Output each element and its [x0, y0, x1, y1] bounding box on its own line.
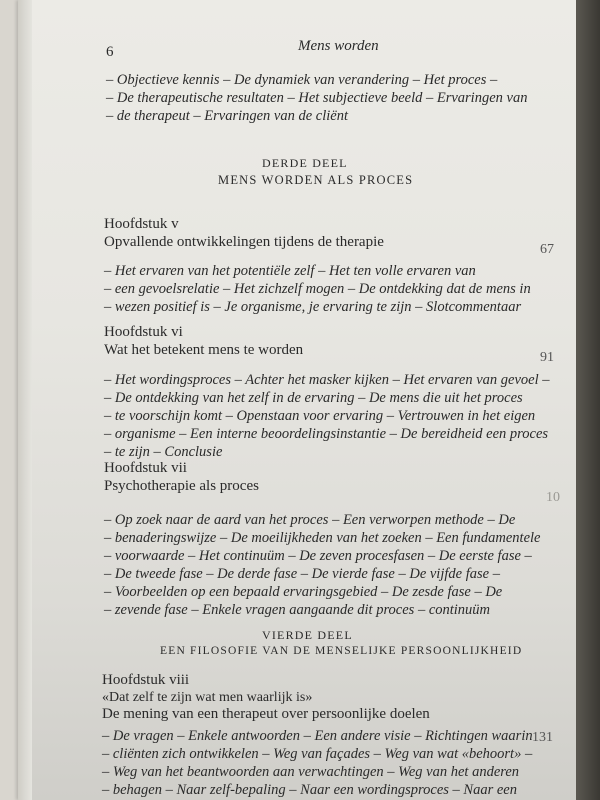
toc-line: – Op zoek naar de aard van het proces – Een verworpen methode – De [104, 512, 516, 528]
chapter-title: «Dat zelf te zijn wat men waarlijk is» [102, 690, 313, 705]
running-title: Mens worden [298, 38, 379, 54]
toc-line: – een gevoelsrelatie – Het zichzelf mogen – De ontdekking dat de mens in [104, 281, 531, 297]
chapter-label: Hoofdstuk v [104, 216, 179, 232]
part-label: DERDE DEEL [262, 156, 348, 170]
page-edge [18, 0, 32, 800]
toc-line: – behagen – Naar zelf-bepaling – Naar een wordingsproces – Naar een [102, 782, 517, 798]
page-number: 6 [106, 44, 114, 60]
chapter-subtitle: De mening van een therapeut over persoonlijke doelen [102, 706, 430, 722]
toc-line: – te zijn – Conclusie [104, 444, 223, 460]
toc-line: – Weg van het beantwoorden aan verwachtingen – Weg van het anderen [102, 764, 520, 780]
toc-line: – Objectieve kennis – De dynamiek van verandering – Het proces – [106, 72, 498, 88]
chapter-page-number: 131 [532, 730, 553, 745]
toc-line: – Voorbeelden op een bepaald ervaringsgebied – De zesde fase – De [104, 584, 503, 600]
toc-line: – organisme – Een interne beoordelingsinstantie – De bereidheid een proces [104, 426, 549, 442]
toc-line: – wezen positief is – Je organisme, je ervaring te zijn – Slotcommentaar [104, 299, 522, 315]
part-label: VIERDE DEEL [262, 628, 353, 642]
toc-line: – Het ervaren van het potentiële zelf – Het ten volle ervaren van [104, 263, 476, 279]
toc-line: – benaderingswijze – De moeilijkheden van het zoeken – Een fundamentele [104, 530, 541, 546]
toc-line: – De vragen – Enkele antwoorden – Een andere visie – Richtingen waarin [102, 728, 533, 744]
chapter-title: Opvallende ontwikkelingen tijdens de therapie [104, 234, 384, 250]
toc-line: – De therapeutische resultaten – Het subjectieve beeld – Ervaringen van [106, 90, 528, 106]
toc-line: – cliënten zich ontwikkelen – Weg van façades – Weg van wat «behoort» – [102, 746, 533, 762]
toc-line: – De tweede fase – De derde fase – De vierde fase – De vijfde fase – [104, 566, 500, 582]
chapter-title: Psychotherapie als proces [104, 478, 259, 494]
toc-line: – Het wordingsproces – Achter het masker kijken – Het ervaren van gevoel – [104, 372, 550, 388]
toc-line: – te voorschijn komt – Openstaan voor ervaring – Vertrouwen in het eigen [104, 408, 536, 424]
toc-line: – voorwaarde – Het continuüm – De zeven procesfasen – De eerste fase – [104, 548, 532, 564]
part-title: EEN FILOSOFIE VAN DE MENSELIJKE PERSOONLIJKHEID [160, 645, 523, 657]
part-title: MENS WORDEN ALS PROCES [218, 173, 414, 187]
chapter-label: Hoofdstuk vii [104, 460, 187, 476]
chapter-label: Hoofdstuk viii [102, 672, 190, 688]
toc-line: – De ontdekking van het zelf in de ervaring – De mens die uit het proces [104, 390, 523, 406]
toc-line: – de therapeut – Ervaringen van de cliënt [106, 108, 349, 124]
chapter-title: Wat het betekent mens te worden [104, 342, 304, 358]
chapter-label: Hoofdstuk vi [104, 324, 183, 340]
chapter-page-number: 67 [540, 242, 554, 257]
toc-line: – zevende fase – Enkele vragen aangaande dit proces – continuüm [104, 602, 491, 618]
chapter-page-number: 91 [540, 350, 554, 365]
chapter-page-number: 10 [546, 490, 560, 505]
